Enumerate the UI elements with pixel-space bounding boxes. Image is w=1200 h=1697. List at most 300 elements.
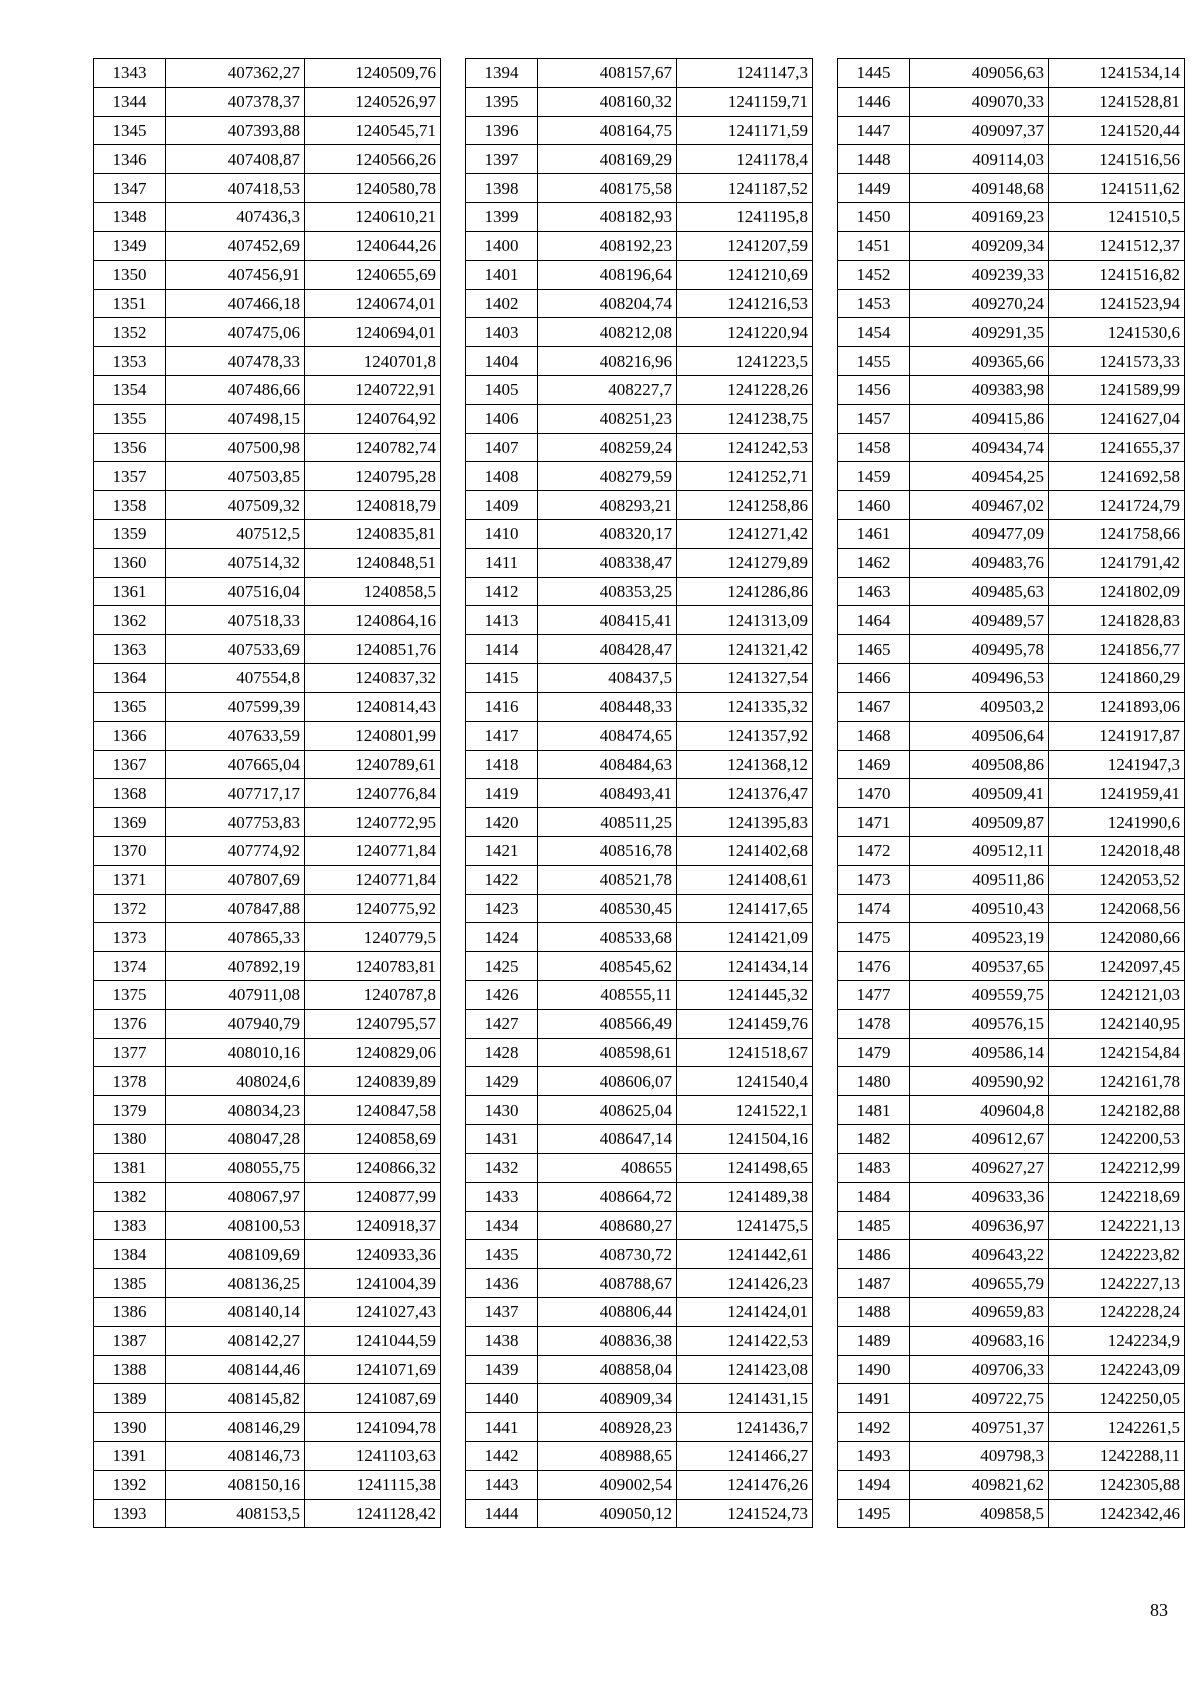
table-row: [94, 606, 441, 635]
point-number-cell: 1449: [838, 174, 910, 203]
y-coordinate-cell: 1242243,09: [1049, 1355, 1185, 1384]
table-row: [838, 664, 1185, 693]
y-coordinate-cell: 1241511,62: [1049, 174, 1185, 203]
x-coordinate-cell: 409477,09: [910, 520, 1049, 549]
y-coordinate-cell: 1241475,5: [677, 1211, 813, 1240]
x-coordinate-cell: 408545,62: [538, 952, 677, 981]
point-number-cell: 1393: [94, 1499, 166, 1528]
y-coordinate-cell: 1241368,12: [677, 750, 813, 779]
point-number-cell: 1460: [838, 491, 910, 520]
y-coordinate-cell: 1241860,29: [1049, 664, 1185, 693]
y-coordinate-cell: 1241207,59: [677, 231, 813, 260]
point-number-cell: 1443: [466, 1470, 538, 1499]
x-coordinate-cell: 407378,37: [166, 87, 305, 116]
table-row: [466, 289, 813, 318]
table-row: [94, 203, 441, 232]
x-coordinate-cell: 408227,7: [538, 375, 677, 404]
x-coordinate-cell: 408153,5: [166, 1499, 305, 1528]
table-row: [466, 1067, 813, 1096]
x-coordinate-cell: 407633,59: [166, 721, 305, 750]
x-coordinate-cell: 407753,83: [166, 808, 305, 837]
point-number-cell: 1384: [94, 1240, 166, 1269]
point-number-cell: 1426: [466, 981, 538, 1010]
point-number-cell: 1367: [94, 750, 166, 779]
table-row: [466, 1470, 813, 1499]
x-coordinate-cell: 407478,33: [166, 347, 305, 376]
y-coordinate-cell: 1241423,08: [677, 1355, 813, 1384]
point-number-cell: 1435: [466, 1240, 538, 1269]
table-row: [838, 375, 1185, 404]
table-row: [94, 750, 441, 779]
point-number-cell: 1494: [838, 1470, 910, 1499]
y-coordinate-cell: 1241216,53: [677, 289, 813, 318]
x-coordinate-cell: 409148,68: [910, 174, 1049, 203]
table-row: [838, 721, 1185, 750]
x-coordinate-cell: 409209,34: [910, 231, 1049, 260]
point-number-cell: 1349: [94, 231, 166, 260]
y-coordinate-cell: 1241187,52: [677, 174, 813, 203]
x-coordinate-cell: 409722,75: [910, 1384, 1049, 1413]
table-row: [94, 1038, 441, 1067]
table-row: [838, 87, 1185, 116]
y-coordinate-cell: 1241422,53: [677, 1326, 813, 1355]
point-number-cell: 1463: [838, 577, 910, 606]
y-coordinate-cell: 1241540,4: [677, 1067, 813, 1096]
point-number-cell: 1461: [838, 520, 910, 549]
point-number-cell: 1492: [838, 1413, 910, 1442]
table-row: [94, 808, 441, 837]
table-row: [466, 808, 813, 837]
table-row: [94, 981, 441, 1010]
point-number-cell: 1493: [838, 1442, 910, 1471]
point-number-cell: 1409: [466, 491, 538, 520]
y-coordinate-cell: 1241044,59: [305, 1326, 441, 1355]
table-row: [466, 1355, 813, 1384]
y-coordinate-cell: 1241159,71: [677, 87, 813, 116]
x-coordinate-cell: 407717,17: [166, 779, 305, 808]
point-number-cell: 1354: [94, 375, 166, 404]
y-coordinate-cell: 1240818,79: [305, 491, 441, 520]
x-coordinate-cell: 407456,91: [166, 260, 305, 289]
x-coordinate-cell: 407865,33: [166, 923, 305, 952]
table-row: [94, 1096, 441, 1125]
table-row: [94, 289, 441, 318]
table-row: [466, 1211, 813, 1240]
y-coordinate-cell: 1241516,56: [1049, 145, 1185, 174]
y-coordinate-cell: 1240545,71: [305, 116, 441, 145]
point-number-cell: 1403: [466, 318, 538, 347]
point-number-cell: 1361: [94, 577, 166, 606]
y-coordinate-cell: 1241528,81: [1049, 87, 1185, 116]
table-row: [838, 1269, 1185, 1298]
table-row: [838, 260, 1185, 289]
point-number-cell: 1355: [94, 404, 166, 433]
x-coordinate-cell: 408606,07: [538, 1067, 677, 1096]
point-number-cell: 1344: [94, 87, 166, 116]
point-number-cell: 1368: [94, 779, 166, 808]
y-coordinate-cell: 1241228,26: [677, 375, 813, 404]
x-coordinate-cell: 407512,5: [166, 520, 305, 549]
table-row: [838, 1038, 1185, 1067]
point-number-cell: 1474: [838, 894, 910, 923]
x-coordinate-cell: 408067,97: [166, 1182, 305, 1211]
x-coordinate-cell: 407486,66: [166, 375, 305, 404]
x-coordinate-cell: 408024,6: [166, 1067, 305, 1096]
point-number-cell: 1462: [838, 548, 910, 577]
y-coordinate-cell: 1241321,42: [677, 635, 813, 664]
y-coordinate-cell: 1241856,77: [1049, 635, 1185, 664]
table-row: [838, 981, 1185, 1010]
point-number-cell: 1429: [466, 1067, 538, 1096]
y-coordinate-cell: 1241147,3: [677, 59, 813, 88]
x-coordinate-cell: 408730,72: [538, 1240, 677, 1269]
x-coordinate-cell: 407554,8: [166, 664, 305, 693]
y-coordinate-cell: 1241238,75: [677, 404, 813, 433]
y-coordinate-cell: 1241445,32: [677, 981, 813, 1010]
y-coordinate-cell: 1241724,79: [1049, 491, 1185, 520]
y-coordinate-cell: 1242080,66: [1049, 923, 1185, 952]
table-row: [838, 548, 1185, 577]
x-coordinate-cell: 409454,25: [910, 462, 1049, 491]
point-number-cell: 1343: [94, 59, 166, 88]
y-coordinate-cell: 1241947,3: [1049, 750, 1185, 779]
coordinates-table-1-body: [94, 59, 441, 1528]
y-coordinate-cell: 1240866,32: [305, 1153, 441, 1182]
table-row: [838, 491, 1185, 520]
point-number-cell: 1469: [838, 750, 910, 779]
x-coordinate-cell: 408204,74: [538, 289, 677, 318]
table-row: [94, 520, 441, 549]
x-coordinate-cell: 409383,98: [910, 375, 1049, 404]
x-coordinate-cell: 408216,96: [538, 347, 677, 376]
point-number-cell: 1400: [466, 231, 538, 260]
x-coordinate-cell: 408175,58: [538, 174, 677, 203]
x-coordinate-cell: 409002,54: [538, 1470, 677, 1499]
y-coordinate-cell: 1242228,24: [1049, 1297, 1185, 1326]
point-number-cell: 1382: [94, 1182, 166, 1211]
table-row: [838, 952, 1185, 981]
table-row: [838, 894, 1185, 923]
point-number-cell: 1421: [466, 836, 538, 865]
point-number-cell: 1390: [94, 1413, 166, 1442]
y-coordinate-cell: 1241758,66: [1049, 520, 1185, 549]
y-coordinate-cell: 1241027,43: [305, 1297, 441, 1326]
y-coordinate-cell: 1240795,28: [305, 462, 441, 491]
y-coordinate-cell: 1241313,09: [677, 606, 813, 635]
table-row: [94, 174, 441, 203]
table-row: [838, 1125, 1185, 1154]
table-row: [94, 1125, 441, 1154]
x-coordinate-cell: 408664,72: [538, 1182, 677, 1211]
x-coordinate-cell: 408521,78: [538, 865, 677, 894]
x-coordinate-cell: 408909,34: [538, 1384, 677, 1413]
x-coordinate-cell: 409365,66: [910, 347, 1049, 376]
y-coordinate-cell: 1240839,89: [305, 1067, 441, 1096]
point-number-cell: 1417: [466, 721, 538, 750]
point-number-cell: 1372: [94, 894, 166, 923]
table-row: [838, 635, 1185, 664]
point-number-cell: 1359: [94, 520, 166, 549]
y-coordinate-cell: 1240674,01: [305, 289, 441, 318]
y-coordinate-cell: 1240814,43: [305, 692, 441, 721]
y-coordinate-cell: 1241522,1: [677, 1096, 813, 1125]
y-coordinate-cell: 1240655,69: [305, 260, 441, 289]
y-coordinate-cell: 1240787,8: [305, 981, 441, 1010]
table-row: [466, 692, 813, 721]
y-coordinate-cell: 1242121,03: [1049, 981, 1185, 1010]
y-coordinate-cell: 1241791,42: [1049, 548, 1185, 577]
table-row: [466, 59, 813, 88]
point-number-cell: 1484: [838, 1182, 910, 1211]
point-number-cell: 1353: [94, 347, 166, 376]
point-number-cell: 1433: [466, 1182, 538, 1211]
table-row: [838, 174, 1185, 203]
point-number-cell: 1475: [838, 923, 910, 952]
y-coordinate-cell: 1241094,78: [305, 1413, 441, 1442]
point-number-cell: 1391: [94, 1442, 166, 1471]
point-number-cell: 1476: [838, 952, 910, 981]
y-coordinate-cell: 1241990,6: [1049, 808, 1185, 837]
table-row: [838, 1499, 1185, 1528]
table-row: [466, 1153, 813, 1182]
coordinates-table-2: [465, 58, 813, 1528]
table-row: [838, 1153, 1185, 1182]
y-coordinate-cell: 1240580,78: [305, 174, 441, 203]
x-coordinate-cell: 407665,04: [166, 750, 305, 779]
point-number-cell: 1432: [466, 1153, 538, 1182]
table-row: [838, 1240, 1185, 1269]
point-number-cell: 1414: [466, 635, 538, 664]
point-number-cell: 1438: [466, 1326, 538, 1355]
x-coordinate-cell: 408437,5: [538, 664, 677, 693]
y-coordinate-cell: 1242018,48: [1049, 836, 1185, 865]
table-row: [838, 203, 1185, 232]
y-coordinate-cell: 1240829,06: [305, 1038, 441, 1067]
table-row: [94, 865, 441, 894]
x-coordinate-cell: 409467,02: [910, 491, 1049, 520]
y-coordinate-cell: 1240877,99: [305, 1182, 441, 1211]
table-row: [94, 260, 441, 289]
point-number-cell: 1345: [94, 116, 166, 145]
y-coordinate-cell: 1240864,16: [305, 606, 441, 635]
table-row: [466, 894, 813, 923]
x-coordinate-cell: 408196,64: [538, 260, 677, 289]
point-number-cell: 1404: [466, 347, 538, 376]
y-coordinate-cell: 1241655,37: [1049, 433, 1185, 462]
x-coordinate-cell: 408293,21: [538, 491, 677, 520]
table-row: [94, 1355, 441, 1384]
y-coordinate-cell: 1241959,41: [1049, 779, 1185, 808]
x-coordinate-cell: 409510,43: [910, 894, 1049, 923]
point-number-cell: 1422: [466, 865, 538, 894]
x-coordinate-cell: 407892,19: [166, 952, 305, 981]
y-coordinate-cell: 1240858,69: [305, 1125, 441, 1154]
y-coordinate-cell: 1241421,09: [677, 923, 813, 952]
x-coordinate-cell: 409050,12: [538, 1499, 677, 1528]
point-number-cell: 1406: [466, 404, 538, 433]
y-coordinate-cell: 1242261,5: [1049, 1413, 1185, 1442]
coordinates-table-3-body: [838, 59, 1185, 1528]
point-number-cell: 1381: [94, 1153, 166, 1182]
x-coordinate-cell: 408625,04: [538, 1096, 677, 1125]
table-row: [466, 433, 813, 462]
table-row: [94, 375, 441, 404]
y-coordinate-cell: 1241402,68: [677, 836, 813, 865]
y-coordinate-cell: 1240509,76: [305, 59, 441, 88]
table-row: [94, 894, 441, 923]
table-row: [466, 318, 813, 347]
table-row: [838, 836, 1185, 865]
table-row: [466, 174, 813, 203]
x-coordinate-cell: 409523,19: [910, 923, 1049, 952]
x-coordinate-cell: 408428,47: [538, 635, 677, 664]
y-coordinate-cell: 1240610,21: [305, 203, 441, 232]
table-row: [94, 433, 441, 462]
x-coordinate-cell: 408598,61: [538, 1038, 677, 1067]
table-row: [94, 779, 441, 808]
point-number-cell: 1482: [838, 1125, 910, 1154]
table-row: [466, 1297, 813, 1326]
y-coordinate-cell: 1242212,99: [1049, 1153, 1185, 1182]
table-row: [466, 347, 813, 376]
table-row: [838, 1182, 1185, 1211]
y-coordinate-cell: 1241573,33: [1049, 347, 1185, 376]
x-coordinate-cell: 409291,35: [910, 318, 1049, 347]
point-number-cell: 1472: [838, 836, 910, 865]
y-coordinate-cell: 1241171,59: [677, 116, 813, 145]
x-coordinate-cell: 407940,79: [166, 1009, 305, 1038]
y-coordinate-cell: 1241408,61: [677, 865, 813, 894]
x-coordinate-cell: 408448,33: [538, 692, 677, 721]
point-number-cell: 1392: [94, 1470, 166, 1499]
x-coordinate-cell: 408144,46: [166, 1355, 305, 1384]
table-row: [94, 577, 441, 606]
table-row: [94, 347, 441, 376]
y-coordinate-cell: 1241523,94: [1049, 289, 1185, 318]
x-coordinate-cell: 409511,86: [910, 865, 1049, 894]
x-coordinate-cell: 409612,67: [910, 1125, 1049, 1154]
point-number-cell: 1452: [838, 260, 910, 289]
table-row: [466, 87, 813, 116]
point-number-cell: 1455: [838, 347, 910, 376]
x-coordinate-cell: 408555,11: [538, 981, 677, 1010]
x-coordinate-cell: 408047,28: [166, 1125, 305, 1154]
table-row: [466, 260, 813, 289]
x-coordinate-cell: 409509,87: [910, 808, 1049, 837]
point-number-cell: 1416: [466, 692, 538, 721]
x-coordinate-cell: 408533,68: [538, 923, 677, 952]
y-coordinate-cell: 1241431,15: [677, 1384, 813, 1413]
table-row: [466, 1442, 813, 1471]
point-number-cell: 1454: [838, 318, 910, 347]
x-coordinate-cell: 408806,44: [538, 1297, 677, 1326]
y-coordinate-cell: 1241524,73: [677, 1499, 813, 1528]
x-coordinate-cell: 409576,15: [910, 1009, 1049, 1038]
y-coordinate-cell: 1241510,5: [1049, 203, 1185, 232]
table-row: [94, 87, 441, 116]
point-number-cell: 1440: [466, 1384, 538, 1413]
x-coordinate-cell: 408474,65: [538, 721, 677, 750]
table-row: [466, 491, 813, 520]
y-coordinate-cell: 1240694,01: [305, 318, 441, 347]
table-row: [94, 692, 441, 721]
table-row: [838, 865, 1185, 894]
y-coordinate-cell: 1241327,54: [677, 664, 813, 693]
y-coordinate-cell: 1240644,26: [305, 231, 441, 260]
table-row: [838, 347, 1185, 376]
table-row: [94, 548, 441, 577]
x-coordinate-cell: 408928,23: [538, 1413, 677, 1442]
table-row: [838, 1413, 1185, 1442]
point-number-cell: 1465: [838, 635, 910, 664]
x-coordinate-cell: 408192,23: [538, 231, 677, 260]
point-number-cell: 1473: [838, 865, 910, 894]
point-number-cell: 1364: [94, 664, 166, 693]
x-coordinate-cell: 409495,78: [910, 635, 1049, 664]
table-row: [838, 1009, 1185, 1038]
point-number-cell: 1427: [466, 1009, 538, 1038]
table-row: [466, 231, 813, 260]
table-row: [838, 1096, 1185, 1125]
x-coordinate-cell: 407514,32: [166, 548, 305, 577]
x-coordinate-cell: 408836,38: [538, 1326, 677, 1355]
y-coordinate-cell: 1240847,58: [305, 1096, 441, 1125]
x-coordinate-cell: 408136,25: [166, 1269, 305, 1298]
x-coordinate-cell: 407911,08: [166, 981, 305, 1010]
table-row: [94, 1009, 441, 1038]
x-coordinate-cell: 408150,16: [166, 1470, 305, 1499]
x-coordinate-cell: 409509,41: [910, 779, 1049, 808]
x-coordinate-cell: 409512,11: [910, 836, 1049, 865]
point-number-cell: 1350: [94, 260, 166, 289]
y-coordinate-cell: 1241279,89: [677, 548, 813, 577]
point-number-cell: 1479: [838, 1038, 910, 1067]
table-row: [466, 375, 813, 404]
y-coordinate-cell: 1241426,23: [677, 1269, 813, 1298]
y-coordinate-cell: 1242053,52: [1049, 865, 1185, 894]
y-coordinate-cell: 1242068,56: [1049, 894, 1185, 923]
x-coordinate-cell: 408251,23: [538, 404, 677, 433]
y-coordinate-cell: 1241128,42: [305, 1499, 441, 1528]
table-row: [94, 1413, 441, 1442]
y-coordinate-cell: 1242218,69: [1049, 1182, 1185, 1211]
point-number-cell: 1376: [94, 1009, 166, 1038]
x-coordinate-cell: 407847,88: [166, 894, 305, 923]
y-coordinate-cell: 1242223,82: [1049, 1240, 1185, 1269]
point-number-cell: 1466: [838, 664, 910, 693]
table-row: [466, 1125, 813, 1154]
point-number-cell: 1456: [838, 375, 910, 404]
x-coordinate-cell: 407452,69: [166, 231, 305, 260]
point-number-cell: 1471: [838, 808, 910, 837]
point-number-cell: 1351: [94, 289, 166, 318]
y-coordinate-cell: 1241520,44: [1049, 116, 1185, 145]
point-number-cell: 1434: [466, 1211, 538, 1240]
point-number-cell: 1442: [466, 1442, 538, 1471]
y-coordinate-cell: 1240526,97: [305, 87, 441, 116]
table-row: [94, 59, 441, 88]
point-number-cell: 1346: [94, 145, 166, 174]
y-coordinate-cell: 1240771,84: [305, 836, 441, 865]
x-coordinate-cell: 409070,33: [910, 87, 1049, 116]
x-coordinate-cell: 407807,69: [166, 865, 305, 894]
y-coordinate-cell: 1241589,99: [1049, 375, 1185, 404]
y-coordinate-cell: 1241504,16: [677, 1125, 813, 1154]
point-number-cell: 1480: [838, 1067, 910, 1096]
x-coordinate-cell: 409239,33: [910, 260, 1049, 289]
table-row: [94, 1211, 441, 1240]
table-row: [466, 981, 813, 1010]
